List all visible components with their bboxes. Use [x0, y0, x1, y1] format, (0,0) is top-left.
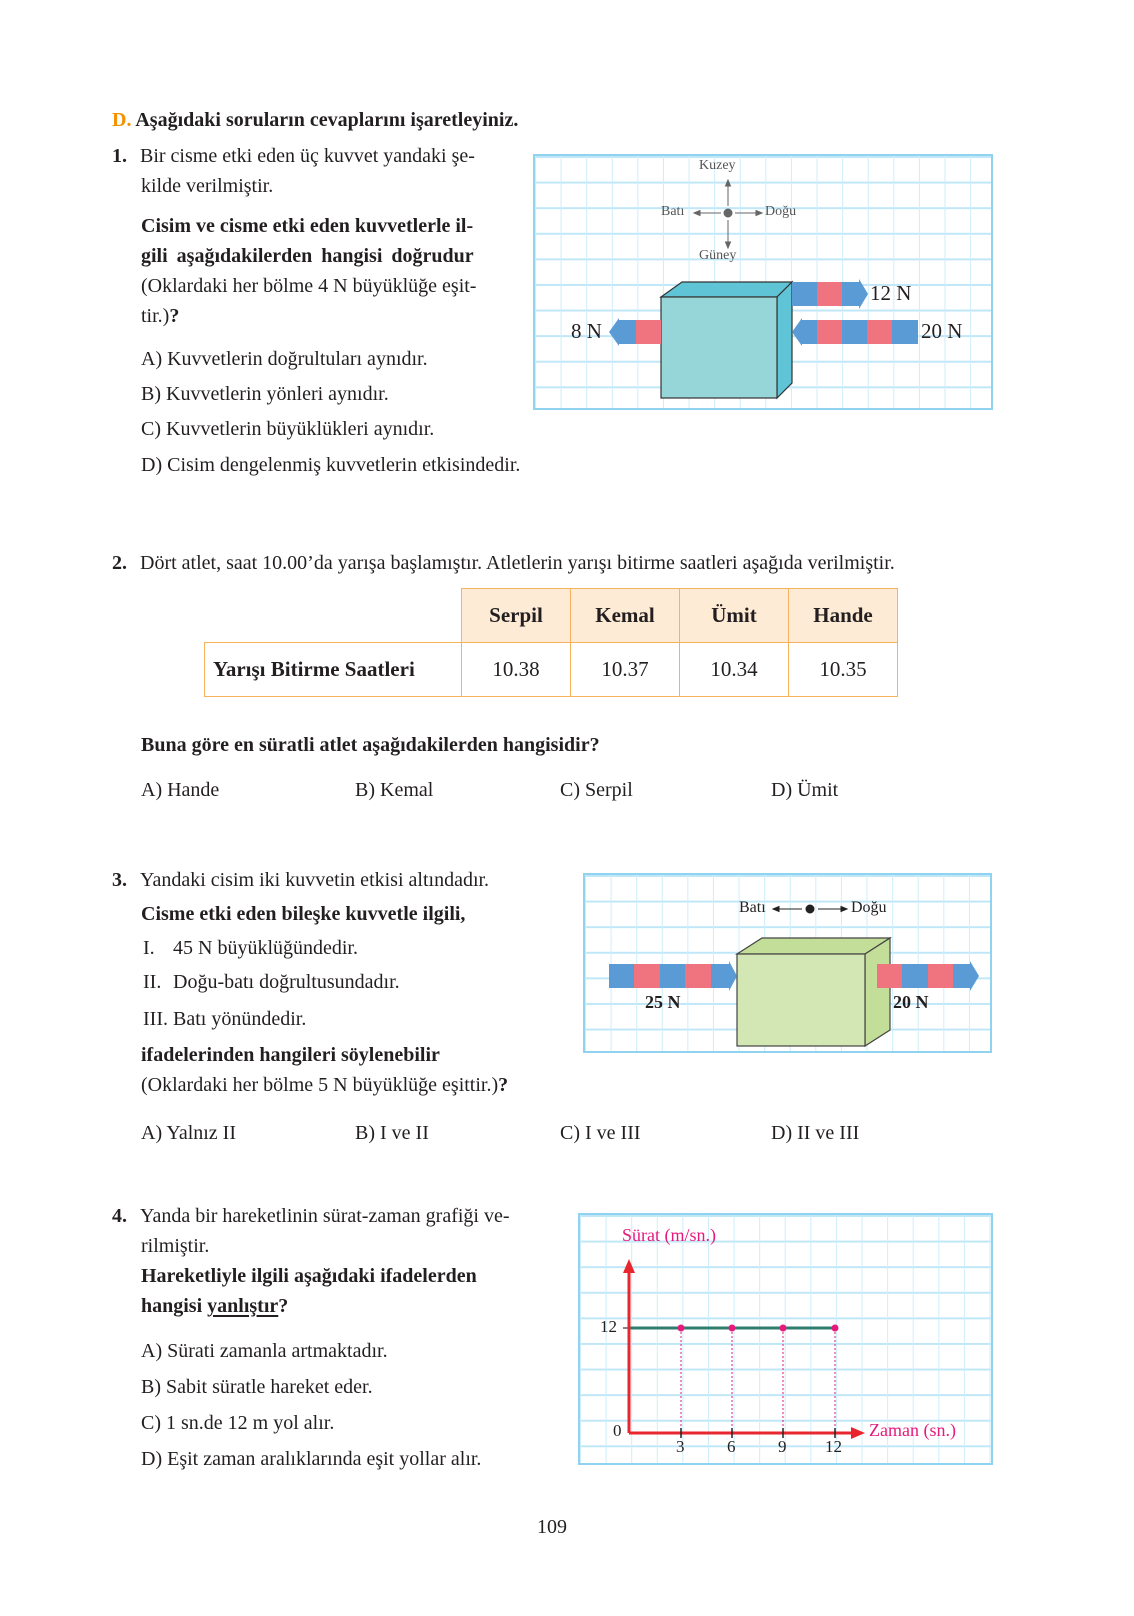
x-tick-label: 9 — [778, 1437, 787, 1456]
table-cell: 10.38 — [462, 643, 571, 697]
compass-icon — [694, 180, 762, 248]
q3-note: (Oklardaki her bölme 5 N büyüklüğe eşittir.)? — [141, 1074, 509, 1096]
chart-guide-lines — [681, 1328, 835, 1433]
q3-force-diagram — [583, 873, 992, 1053]
table-header-cell: Kemal — [571, 589, 680, 643]
q3-statement-1: I. 45 N büyüklüğündedir. — [143, 937, 358, 959]
force-arrow-20n-icon — [877, 961, 979, 991]
table-row — [205, 643, 898, 697]
table-cell: 10.34 — [680, 643, 789, 697]
table-cell: 10.35 — [789, 643, 898, 697]
q4-intro: 4. Yanda bir hareketlinin sürat-zaman grafiği ve- — [112, 1205, 510, 1227]
compass-north-label: Kuzey — [699, 158, 736, 173]
force-20n-label: 20 N — [893, 992, 929, 1012]
q1-option-d[interactable]: D) Cisim dengelenmiş kuvvetlerin etkisindedir. — [141, 454, 521, 476]
table-header-cell: Serpil — [462, 589, 571, 643]
q4-question-2: hangisi yanlıştır? — [141, 1295, 289, 1317]
force-arrow-12n-icon — [792, 279, 868, 309]
y-tick-label: 12 — [600, 1317, 617, 1336]
q1-intro-2: kilde verilmiştir. — [141, 175, 274, 197]
y-axis-arrow-icon — [623, 1259, 635, 1273]
force-8n-label: 8 N — [571, 319, 602, 343]
q3-option-d[interactable]: D) II ve III — [771, 1122, 860, 1144]
q2-option-c[interactable]: C) Serpil — [560, 779, 633, 801]
page-number: 109 — [537, 1516, 567, 1538]
direction-indicator-icon — [773, 905, 847, 913]
finish-times-table — [204, 588, 898, 697]
y-axis-label: Sürat (m/sn.) — [622, 1225, 716, 1245]
x-tick-label: 12 — [825, 1437, 842, 1456]
q4-option-d[interactable]: D) Eşit zaman aralıklarında eşit yollar alır. — [141, 1448, 482, 1470]
table-row-label: Yarışı Bitirme Saatleri — [205, 643, 462, 697]
x-tick-label: 3 — [676, 1437, 685, 1456]
q3-diagram-svg — [585, 875, 990, 1051]
block-icon — [661, 282, 792, 398]
q4-question-1: Hareketliyle ilgili aşağıdaki ifadelerden — [141, 1265, 477, 1287]
x-axis-arrow-icon — [851, 1427, 865, 1439]
force-arrow-25n-icon — [609, 961, 737, 991]
emphasis-underline: yanlıştır — [207, 1295, 279, 1317]
table-cell: 10.37 — [571, 643, 680, 697]
block-icon — [737, 938, 890, 1046]
q1-question-2: gili aşağıdakilerden hangisi doğrudur — [141, 245, 474, 267]
compass-east-label: Doğu — [765, 204, 797, 219]
table-header-row — [205, 589, 898, 643]
table-header-cell: Hande — [789, 589, 898, 643]
table-header-cell: Ümit — [680, 589, 789, 643]
q3-option-c[interactable]: C) I ve III — [560, 1122, 641, 1144]
q1-note-2: tir.)? — [141, 305, 180, 327]
compass-east-label: Doğu — [851, 899, 887, 916]
q2-intro: 2. Dört atlet, saat 10.00’da yarışa başlamıştır. Atletlerin yarışı bitirme saatleri aşağıda verilmiştir. — [112, 552, 895, 574]
force-arrow-8n-icon — [609, 318, 661, 346]
x-tick-label: 6 — [727, 1437, 736, 1456]
force-20n-label: 20 N — [921, 319, 963, 343]
force-12n-label: 12 N — [870, 281, 912, 305]
x-axis-label: Zaman (sn.) — [869, 1420, 956, 1440]
q3-option-b[interactable]: B) I ve II — [355, 1122, 429, 1144]
q3-question: Cisme etki eden bileşke kuvvetle ilgili, — [141, 903, 466, 925]
q4-option-b[interactable]: B) Sabit süratle hareket eder. — [141, 1376, 373, 1398]
q3-statement-2: II. Doğu-batı doğrultusundadır. — [143, 971, 400, 993]
q3-question-outro: ifadelerinden hangileri söylenebilir — [141, 1044, 440, 1066]
q4-option-a[interactable]: A) Sürati zamanla artmaktadır. — [141, 1340, 388, 1362]
q1-question-1: Cisim ve cisme etki eden kuvvetlerle il- — [141, 215, 474, 237]
q1-option-a[interactable]: A) Kuvvetlerin doğrultuları aynıdır. — [141, 348, 428, 370]
q3-option-a[interactable]: A) Yalnız II — [141, 1122, 237, 1144]
q4-option-c[interactable]: C) 1 sn.de 12 m yol alır. — [141, 1412, 335, 1434]
compass-west-label: Batı — [739, 899, 766, 916]
q3-statement-3: III. Batı yönündedir. — [143, 1008, 307, 1030]
q1-force-diagram — [533, 154, 993, 410]
compass-west-label: Batı — [661, 204, 685, 219]
q1-option-b[interactable]: B) Kuvvetlerin yönleri aynıdır. — [141, 383, 389, 405]
force-arrow-20n-icon — [792, 318, 918, 346]
q1-intro: 1. Bir cisme etki eden üç kuvvet yandaki şe- — [112, 145, 475, 167]
q2-option-b[interactable]: B) Kemal — [355, 779, 434, 801]
q2-option-a[interactable]: A) Hande — [141, 779, 220, 801]
compass-south-label: Güney — [699, 248, 737, 263]
q2-question: Buna göre en süratli atlet aşağıdakilerden hangisidir? — [141, 734, 600, 756]
y-tick-label: 0 — [613, 1421, 622, 1440]
force-25n-label: 25 N — [645, 992, 681, 1012]
q1-note-1: (Oklardaki her bölme 4 N büyüklüğe eşit- — [141, 275, 477, 297]
section-title: D. Aşağıdaki soruların cevaplarını işaretleyiniz. — [112, 109, 519, 131]
q1-diagram-svg — [535, 156, 991, 408]
speed-time-chart — [578, 1213, 993, 1465]
q1-option-c[interactable]: C) Kuvvetlerin büyüklükleri aynıdır. — [141, 418, 435, 440]
q4-intro-2: rilmiştir. — [141, 1235, 210, 1257]
q3-intro: 3. Yandaki cisim iki kuvvetin etkisi altındadır. — [112, 869, 490, 891]
q2-option-d[interactable]: D) Ümit — [771, 779, 839, 801]
